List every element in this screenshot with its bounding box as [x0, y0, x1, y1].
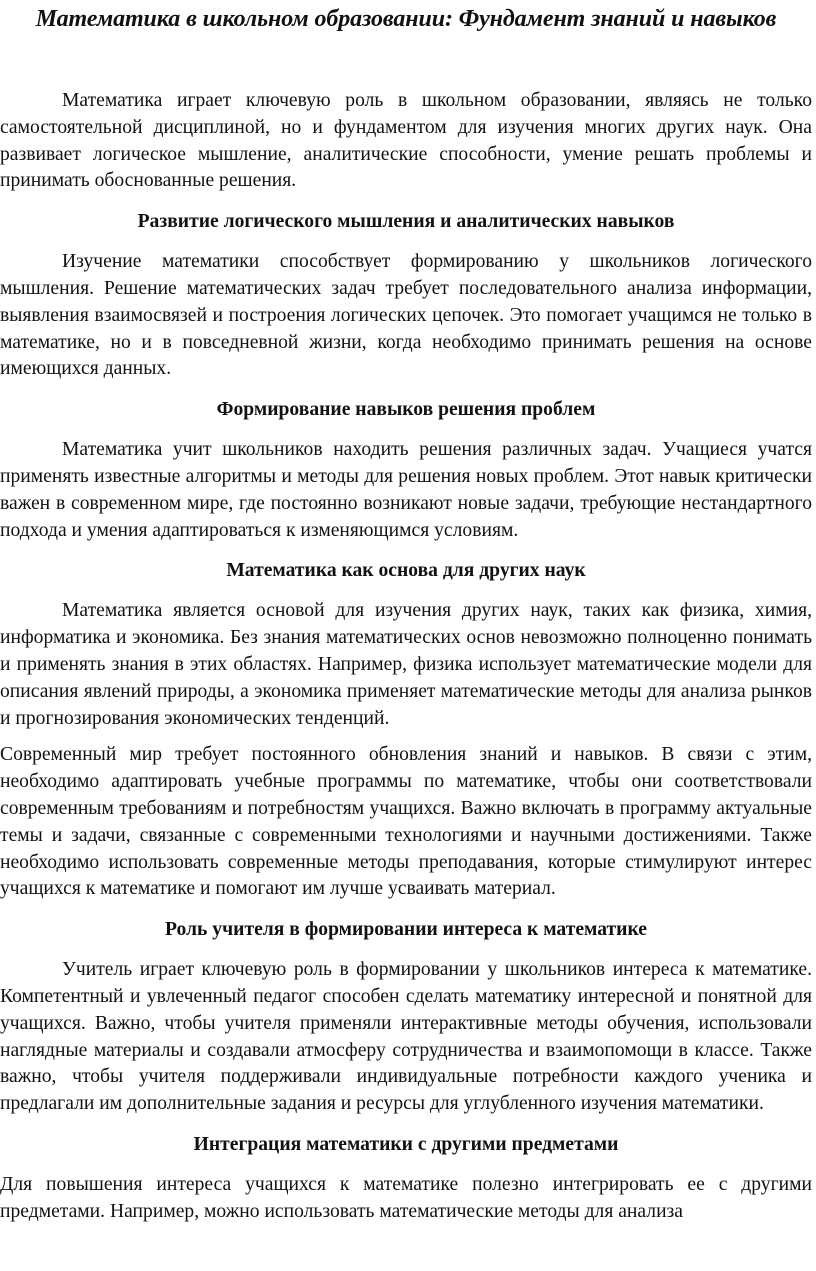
section-paragraph-problem-solving: Математика учит школьников находить решения различных задач. Учащиеся учатся применять известные алгоритмы и методы для решения новых проблем. Этот навык критически важен в современном мире, где постоянно возникают новые задачи, требующие нестандартного подхода и умения адаптироваться к изменяющимся условиям. — [0, 439, 812, 541]
section-heading-basis-for-sciences: Математика как основа для других наук — [226, 560, 586, 582]
section-paragraph-integration: Для повышения интереса учащихся к математике полезно интегрировать ее с другими предметами. Например, можно использовать математические методы для анализа — [0, 1173, 812, 1222]
section-paragraph-logical-thinking: Изучение математики способствует формированию у школьников логического мышления. Решение математических задач требует последовательного анализа информации, выявления взаимосвязей и построения логических цепочек. Это помогает учащимся не только в математике, но и в повседневной жизни, когда необходимо принимать решения на основе имеющихся данных. — [0, 251, 812, 380]
document-title: Математика в школьном образовании: Фундамент знаний и навыков — [35, 6, 777, 32]
section-heading-teacher-role: Роль учителя в формировании интереса к математике — [165, 919, 647, 941]
intro-paragraph: Математика играет ключевую роль в школьном образовании, являясь не только самостоятельной дисциплиной, но и фундаментом для изучения многих других наук. Она развивает логическое мышление, аналитические способности, умение решать проблемы и принимать обоснованные решения. — [0, 90, 812, 192]
section-heading-problem-solving: Формирование навыков решения проблем — [216, 399, 596, 421]
section-paragraph-modern-world: Современный мир требует постоянного обновления знаний и навыков. В связи с этим, необходимо адаптировать учебные программы по математике, чтобы они соответствовали современным требованиям и потребностям учащихся. Важно включать в программу актуальные темы и задачи, связанные с современными технологиями и научными достижениями. Также необходимо использовать современные методы преподавания, которые стимулируют интерес учащихся к математике и помогают им лучше усваивать материал. — [0, 744, 812, 900]
section-paragraph-teacher-role: Учитель играет ключевую роль в формировании у школьников интереса к математике. Компетентный и увлеченный педагог способен сделать математику интересной и понятной для учащихся. Важно, чтобы учителя применяли интерактивные методы обучения, использовали наглядные материалы и создавали атмосферу сотрудничества и взаимопомощи в классе. Также важно, чтобы учителя поддерживали индивидуальные потребности каждого ученика и предлагали им дополнительные задания и ресурсы для углубленного изучения математики. — [0, 959, 812, 1115]
section-heading-integration: Интеграция математики с другими предметами — [193, 1133, 619, 1155]
section-paragraph-basis-for-sciences: Математика является основой для изучения других наук, таких как физика, химия, информатика и экономика. Без знания математических основ невозможно полноценно понимать и применять знания в этих областях. Например, физика использует математические модели для описания явлений природы, а экономика применяет математические методы для анализа рынков и прогнозирования экономических тенденций. — [0, 600, 812, 729]
section-heading-logical-thinking: Развитие логического мышления и аналитических навыков — [137, 211, 675, 233]
